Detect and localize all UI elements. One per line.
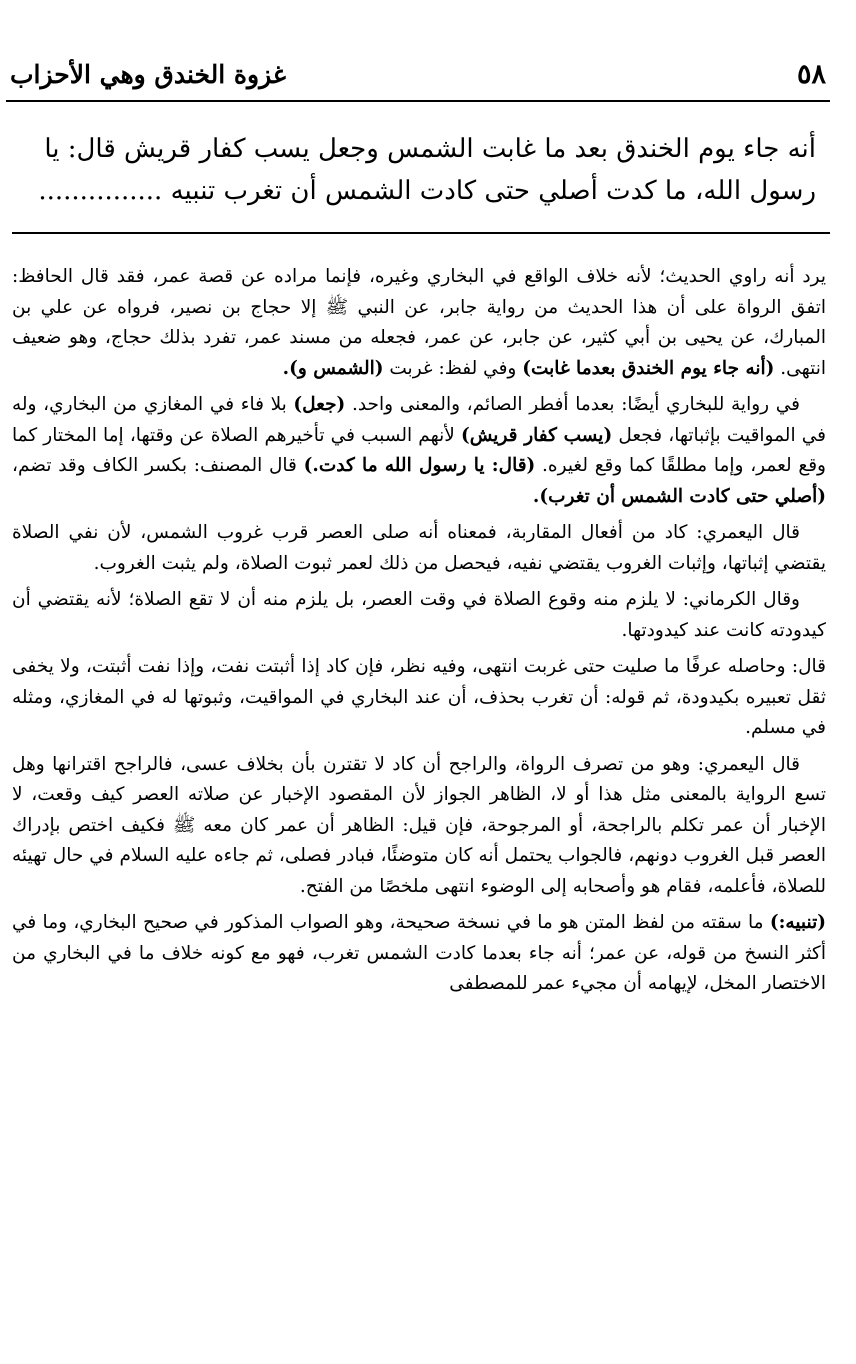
commentary-paragraph: قال: وحاصله عرفًا ما صليت حتى غربت انتهى، وفيه نظر، فإن كاد إذا أثبتت نفت، وإذا نفت أثبتت، ولا يخفى ثقل تعبيره بكيدودة، ثم قوله: أن تغرب بحذف، أن عند البخاري في المواقيت، وثبوتها له في المغازي، ومثله في مسلم. (12, 656, 826, 738)
quoted-matn: (قال: يا رسول الله ما كدت.) (303, 455, 536, 476)
quoted-matn: (الشمس و). (282, 357, 384, 379)
matn-line: رسول الله، ما كدت أصلي حتى كادت الشمس أن تغرب تنبيه ............... (38, 176, 816, 206)
paragraph-text: بلا فاء في المغازي من البخاري، وله في المواقيت بإثباتها، فجعل (12, 394, 826, 446)
matn-line: أنه جاء يوم الخندق بعد ما غابت الشمس وجعل يسب كفار قريش قال: يا (44, 134, 816, 164)
quoted-matn: (جعل) (293, 394, 346, 415)
paragraph-text: لأنهم السبب في تأخيرهم الصلاة عن وقتها، إما المختار كما وقع لعمر، وإما مطلقًا كما وقع لغيره. (12, 424, 826, 476)
paragraph-text: ما سقته من لفظ المتن هو ما في نسخة صحيحة، وهو الصواب المذكور في صحيح البخاري، وما في أكثر النسخ من قوله، عن عمر؛ أنه جاء بعدما كادت الشمس تغرب، فهو مع كونه خلاف ما في البخاري من الاختصار المخل، لإيهامه أن مجيء عمر للمصطفى (12, 912, 826, 994)
quoted-matn: (أنه جاء يوم الخندق بعدما غابت) (522, 357, 775, 379)
commentary-paragraph (12, 262, 826, 384)
commentary-paragraph: وقال الكرماني: لا يلزم منه وقوع الصلاة في وقت العصر، بل يلزم منه أن لا تقع الصلاة؛ لأنه يقتضي أن كيدودته كانت عند كيدودتها. (12, 589, 826, 641)
paragraph-text: يرد أنه راوي الحديث؛ لأنه خلاف الواقع في البخاري وغيره، فإنما مراده عن قصة عمر، فقد قال الحافظ: اتفق الرواة على أن هذا الحديث من رواية جابر، عن النبي ﷺ إلا حجاج بن نصير، فرواه عن علي بن المبارك، عن يحيى بن أبي كثير، عن جابر، عن عمر، فجعله من مسند عمر، تفرد بذلك حجاج، وهو ضعيف انتهى. (12, 266, 826, 379)
page-header (10, 54, 826, 94)
commentary-text (12, 262, 826, 1006)
paragraph-text: وفي لفظ: غربت (383, 357, 523, 379)
paragraph-text: قال المصنف: بكسر الكاف وقد تضم، (12, 455, 304, 476)
commentary-paragraph: قال اليعمري: كاد من أفعال المقاربة، فمعناه أنه صلى العصر قرب غروب الشمس، لأن نفي الصلاة يقتضي إثباتها، وإثبات الغروب يقتضي نفيه، فيحصل من ذلك لعمر ثبوت الصلاة، ولم يثبت الغروب. (12, 522, 826, 574)
commentary-paragraph (12, 390, 826, 512)
page-number: ٥٨ (796, 58, 826, 90)
paragraph-text: في رواية للبخاري أيضًا: بعدما أفطر الصائم، والمعنى واحد. (345, 394, 800, 415)
quoted-matn: (يسب كفار قريش) (460, 424, 613, 446)
matn-text (12, 128, 816, 212)
commentary-paragraph (12, 908, 826, 1000)
quoted-matn: (أصلي حتى كادت الشمس أن تغرب). (532, 485, 826, 507)
header-divider (6, 100, 830, 102)
commentary-paragraph: قال اليعمري: وهو من تصرف الرواة، والراجح أن كاد لا تقترن بأن بخلاف عسى، فالراجح اقترانها وهل تسع الرواية بالمعنى مثل هذا أو لا، الظاهر الجواز لأن المقصود الإخبار عن صلاته العصر كيف وقعت، لا الإخبار أن عمر تكلم بالراجحة، أو المرجوحة، فإن قيل: الظاهر أن عمر كان معه ﷺ فكيف اختص بإدراك العصر قبل الغروب دونهم، فالجواب يحتمل أنه كان متوضئًا، فبادر فصلى، ثم جاءه عليه السلام في حال تهيئه للصلاة، فأعلمه، فقام هو وأصحابه إلى الوضوء انتهى ملخصًا من الفتح. (12, 753, 826, 897)
running-title: غزوة الخندق وهي الأحزاب (10, 59, 286, 89)
matn-divider (12, 232, 830, 234)
note-label: (تنبيه:) (769, 912, 826, 933)
